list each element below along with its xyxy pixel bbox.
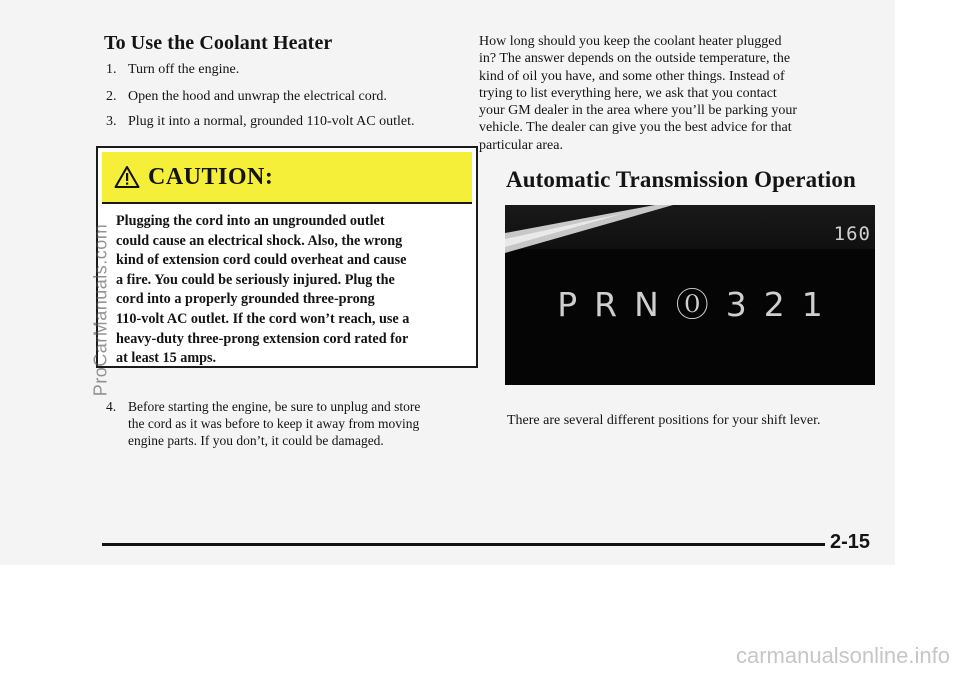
- light-glare: [505, 205, 685, 255]
- page-number: 2-15: [830, 531, 871, 553]
- step-text: Open the hood and unwrap the electrical cord.: [128, 89, 387, 104]
- step-text: [128, 398, 486, 449]
- caution-line: could cause an electrical shock. Also, the wrong: [116, 232, 403, 249]
- paragraph-line: in? The answer depends on the outside temperature, the: [479, 51, 791, 67]
- step-number: 4.: [106, 399, 117, 414]
- bottom-watermark: carmanualsonline.info: [735, 643, 950, 668]
- caution-header: [102, 152, 472, 204]
- paragraph-line: kind of oil you have, and some other things. Instead of: [479, 68, 785, 84]
- odometer-readout: 160: [833, 223, 871, 245]
- paragraph-line: particular area.: [479, 137, 563, 153]
- caution-line: Plugging the cord into an ungrounded outlet: [116, 213, 385, 229]
- caution-line: heavy-duty three-prong extension cord rated for: [116, 330, 409, 347]
- caution-title: CAUTION:: [148, 163, 274, 190]
- step-text: Plug it into a normal, grounded 110-volt AC outlet.: [128, 114, 415, 129]
- step-1: [106, 61, 476, 79]
- paragraph-line: vehicle. The dealer can give you the best advice for that: [479, 120, 792, 136]
- shift-lever-caption: There are several different positions for your shift lever.: [507, 413, 821, 428]
- step-number: 3.: [106, 114, 117, 129]
- step-2: [106, 88, 476, 106]
- shift-indicator-photo: [505, 205, 875, 385]
- side-watermark: ProCarManuals.com: [90, 223, 111, 397]
- step-number: 1.: [106, 62, 117, 77]
- paragraph-line: How long should you keep the coolant heater plugged: [479, 34, 782, 49]
- caution-line: kind of extension cord could overheat and cause: [116, 252, 407, 269]
- step-4: [106, 398, 486, 449]
- gear-position-indicator: PRN⓪321: [557, 285, 840, 324]
- step-text: Turn off the engine.: [128, 62, 240, 77]
- step-number: 2.: [106, 89, 117, 104]
- caution-box: [96, 146, 478, 368]
- paragraph-line: trying to list everything here, we ask that you contact: [479, 85, 777, 101]
- caution-line: cord into a properly grounded three-prong: [116, 291, 375, 308]
- transmission-heading: Automatic Transmission Operation: [506, 167, 856, 192]
- caution-line: 110-volt AC outlet. If the cord won’t reach, use a: [116, 310, 410, 327]
- step-line: Before starting the engine, be sure to unplug and store: [128, 399, 421, 414]
- step-3: [106, 113, 476, 131]
- footer-rule: [102, 543, 825, 546]
- coolant-heater-heading: To Use the Coolant Heater: [104, 32, 333, 54]
- step-line: engine parts. If you don’t, it could be damaged.: [128, 433, 384, 448]
- coolant-heater-paragraph: [479, 33, 881, 154]
- caution-line: at least 15 amps.: [116, 350, 217, 367]
- caution-line: a fire. You could be seriously injured. Plug the: [116, 271, 395, 288]
- caution-text: [116, 212, 462, 369]
- paragraph-line: your GM dealer in the area where you’ll be parking your: [479, 103, 797, 119]
- warning-triangle-icon: [114, 165, 140, 189]
- step-line: the cord as it was before to keep it away from moving: [128, 416, 420, 431]
